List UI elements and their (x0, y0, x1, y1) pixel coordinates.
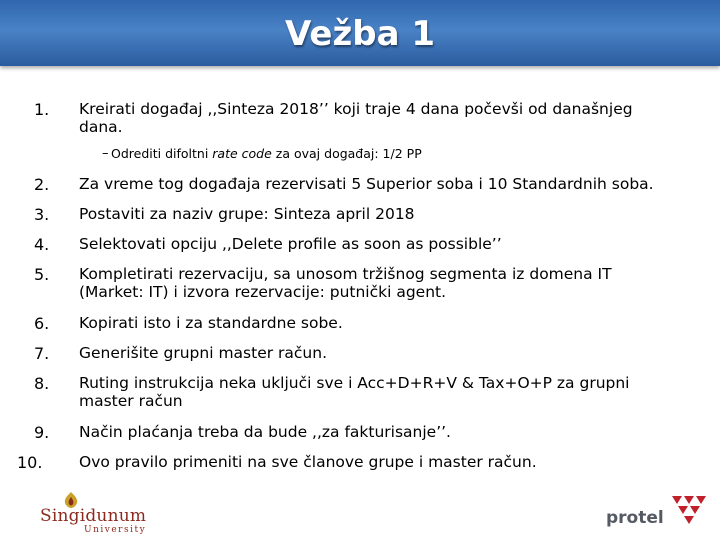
subitem-text (111, 146, 631, 162)
item-text: Ovo pravilo primeniti na sve članove grupe i master račun. (79, 453, 537, 471)
item-number: 2. (34, 175, 50, 194)
item-text: Ruting instrukcija neka uključi sve i Acc+D+R+V & Tax+O+P za grupni master račun (79, 374, 630, 410)
item-text: Selektovati opciju ,,Delete profile as soon as possible’’ (79, 235, 502, 253)
logo-left-name: Singidunum (40, 506, 147, 526)
item-text: Za vreme tog događaja rezervisati 5 Superior soba i 10 Standardnih soba. (79, 175, 654, 193)
subitem-text-end: za ovaj događaj: 1/2 PP (271, 146, 422, 161)
item-text: Način plaćanja treba da bude ,,za fakturisanje’’. (79, 423, 451, 441)
item-number: 8. (34, 374, 50, 393)
item-text: Postaviti za naziv grupe: Sinteza april 2018 (79, 205, 415, 223)
item-number: 10. (17, 453, 43, 472)
item-text: Kompletirati rezervaciju, sa unosom tržišnog segmenta iz domena IT (Market: IT) i izvora rezervacije: putnički agent. (79, 265, 612, 301)
item-number: 1. (34, 100, 50, 119)
item-number: 3. (34, 205, 50, 224)
subitem-dash: – (102, 146, 109, 161)
item-text: Generišite grupni master račun. (79, 344, 327, 362)
logo-right-name: protel (606, 508, 664, 528)
logo-left-sub: University (84, 525, 147, 535)
subitem-rate-code: rate code (212, 146, 272, 161)
item-number: 6. (34, 314, 50, 333)
triangle-mark-icon (662, 494, 718, 524)
item-number: 7. (34, 344, 50, 363)
subitem-text-start: Odrediti difoltni (111, 146, 213, 161)
item-number: 4. (34, 235, 50, 254)
item-text: Kopirati isto i za standardne sobe. (79, 314, 343, 332)
item-text: Kreirati događaj ,,Sinteza 2018’’ koji traje 4 dana počevši od današnjeg dana. (79, 100, 633, 136)
slide-title: Vežba 1 (284, 14, 436, 54)
singidunum-logo (40, 492, 160, 536)
protel-logo (606, 494, 716, 534)
item-number: 9. (34, 423, 50, 442)
item-number: 5. (34, 265, 50, 284)
